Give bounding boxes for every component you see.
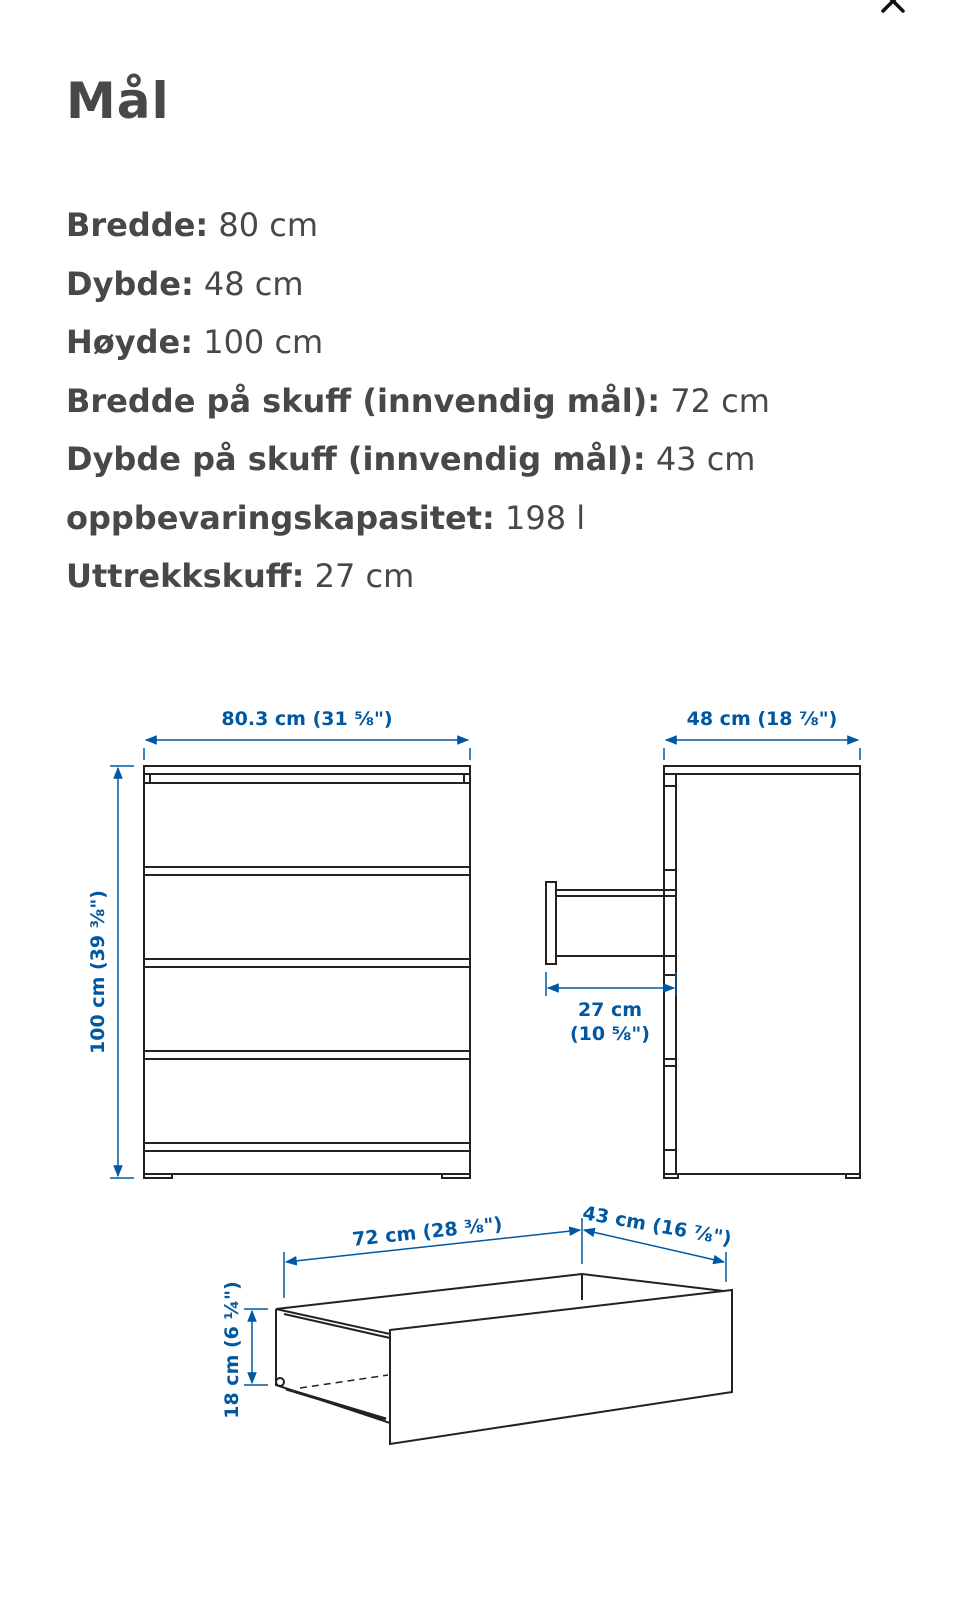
spec-label: Dybde: [66, 264, 194, 303]
spec-value: 198 l [505, 498, 586, 537]
spec-value: 27 cm [314, 557, 415, 595]
front-width-dimension [144, 708, 470, 760]
side-body [676, 774, 860, 1174]
front-width-label: 80.3 cm (31 ⅝") [221, 708, 393, 730]
side-view-cabinet [546, 766, 860, 1178]
front-drawer-4 [144, 1059, 470, 1143]
spec-value: 72 cm [670, 381, 770, 420]
drawer-height-label: 18 cm (6 ¼") [221, 1281, 243, 1419]
side-pulled-drawer-body [556, 890, 676, 956]
spec-label: Bredde: [66, 206, 209, 244]
close-button[interactable] [878, 0, 908, 16]
front-body [144, 774, 470, 1174]
front-drawer-3 [144, 967, 470, 1051]
spec-value: 80 cm [218, 206, 319, 244]
drawer-width-dimension [284, 1213, 582, 1298]
drawer-pull-dimension [546, 972, 676, 1045]
front-height-dimension [87, 766, 134, 1178]
front-drawer-1 [144, 783, 470, 867]
dimension-diagram [0, 690, 960, 1490]
side-top-panel [664, 766, 860, 774]
spec-row-drawer-width [66, 372, 770, 431]
drawer-depth-dimension [581, 1202, 733, 1282]
drawer-depth-label: 43 cm (16 ⅞") [580, 1202, 734, 1251]
side-depth-dimension [664, 708, 860, 760]
spec-label: Dybde på skuff (innvendig mål): [66, 440, 646, 478]
drawer-pull-label-1: 27 cm [577, 999, 643, 1021]
spec-label: oppbevaringskapasitet: [66, 498, 495, 537]
spec-value: 43 cm [655, 440, 756, 478]
front-view-cabinet [144, 766, 470, 1178]
spec-label: Høyde: [66, 323, 194, 361]
spec-row-height [66, 313, 770, 372]
drawer-isometric [276, 1274, 732, 1444]
side-depth-label: 48 cm (18 ⅞") [686, 708, 838, 730]
spec-label: Bredde på skuff (innvendig mål): [66, 381, 661, 420]
spec-row-drawer-pull [66, 547, 770, 606]
dimension-drawing [0, 690, 960, 1490]
close-icon [878, 0, 908, 16]
spec-value: 48 cm [203, 264, 304, 303]
spec-label: Uttrekkskuff: [66, 557, 305, 595]
spec-row-capacity [66, 489, 770, 548]
drawer-pull-label-2: (10 ⅝") [570, 1023, 650, 1045]
spec-value: 100 cm [203, 323, 324, 361]
front-height-label: 100 cm (39 ⅜") [87, 890, 109, 1054]
drawer-hidden-edge [300, 1375, 388, 1388]
page-title: Mål [66, 72, 170, 130]
drawer-width-label: 72 cm (28 ⅜") [351, 1213, 504, 1251]
spec-row-depth [66, 255, 770, 314]
spec-row-drawer-depth [66, 430, 770, 489]
side-pulled-drawer-front [546, 882, 556, 964]
dimension-list [66, 196, 770, 606]
drawer-height-dimension [221, 1281, 268, 1419]
front-drawer-2 [144, 875, 470, 959]
drawer-front-panel [390, 1290, 732, 1444]
front-top-panel [144, 766, 470, 774]
spec-row-width [66, 196, 770, 255]
